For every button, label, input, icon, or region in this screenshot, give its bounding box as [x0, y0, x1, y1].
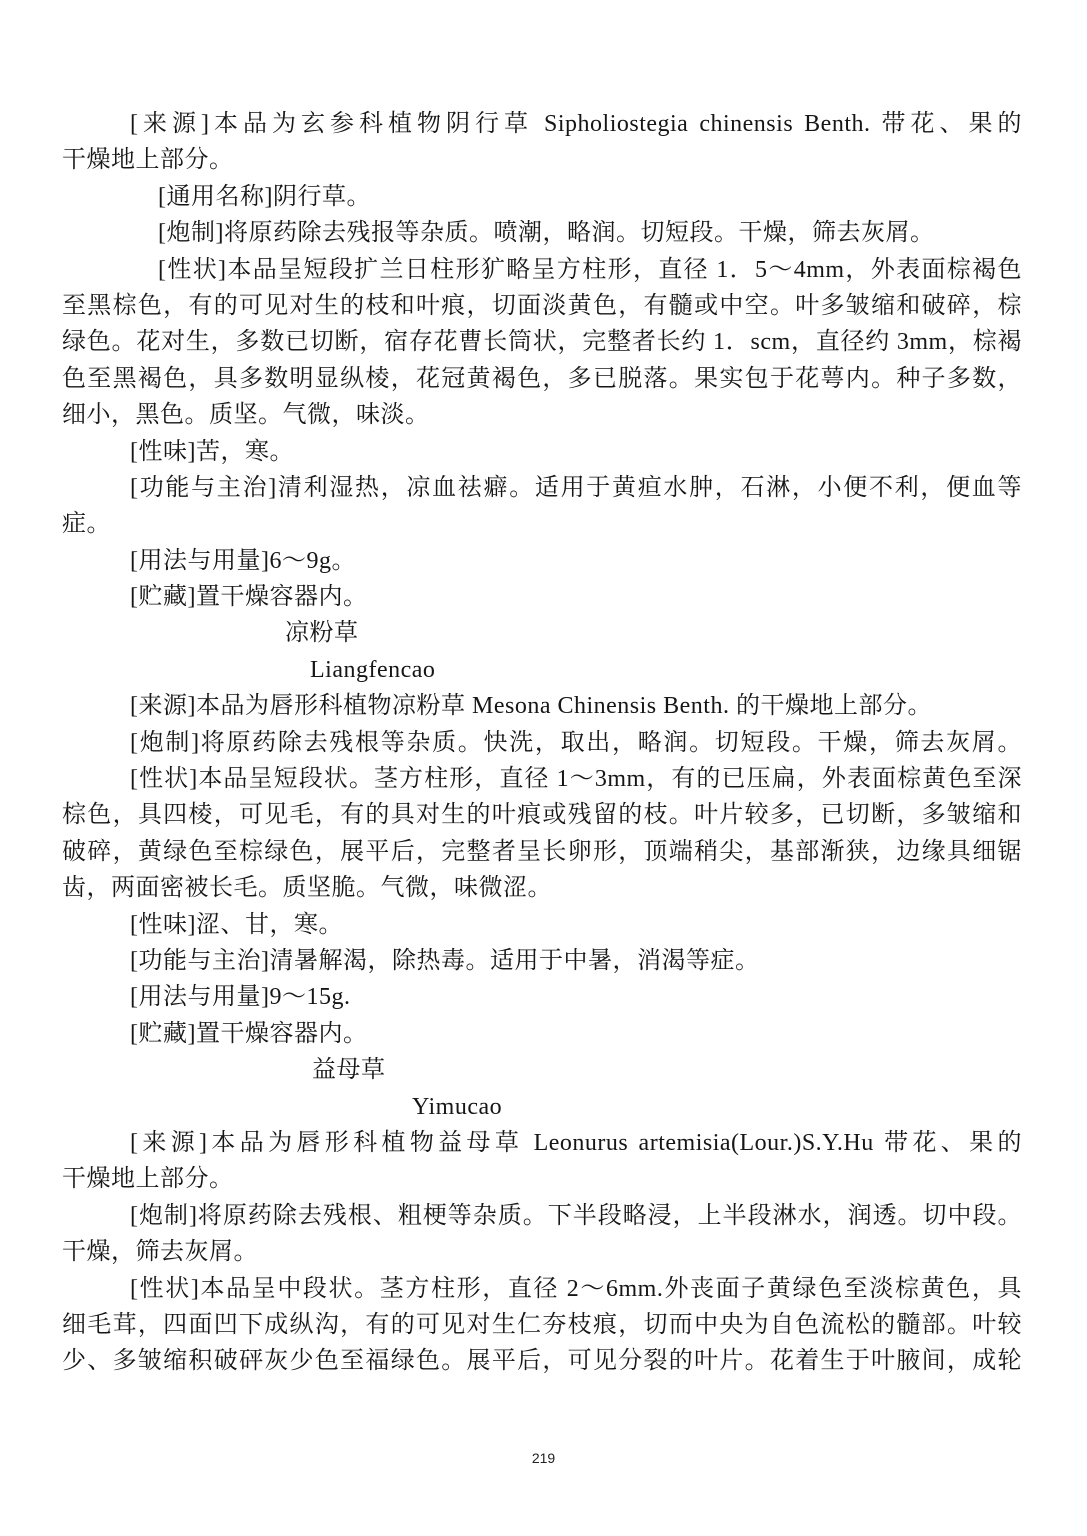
- description-line: 齿，两面密被长毛。质坚脆。气微，味微涩。: [62, 875, 552, 902]
- entry-title: 益母草: [312, 1057, 386, 1084]
- description-line: 至黑棕色，有的可见对生的枝和叶痕，切面淡黄色，有髓或中空。叶多皱缩和破碎，棕: [62, 292, 1022, 319]
- description-line: [性状]本品呈短段扩兰日柱形犷略呈方柱形，直径 1．5～4mm，外表面棕褐色: [158, 256, 1022, 283]
- storage-line: [贮藏]置干燥容器内。: [130, 584, 368, 611]
- description-line: 细小，黑色。质坚。气微，味淡。: [62, 402, 430, 429]
- description-line: [性状]本品呈中段状。茎方柱形，直径 2～6mm.外丧面子黄绿色至淡棕黄色，具: [130, 1275, 1022, 1302]
- processing-line: [炮制]将原药除去残根、粗梗等杂质。下半段略浸，上半段淋水，润透。切中段。: [130, 1202, 1022, 1229]
- description-line: 色至黑褐色，具多数明显纵棱，花冠黄褐色，多已脱落。果实包于花萼内。种子多数，: [62, 365, 1022, 392]
- function-indication-line-continued: 症。: [62, 511, 111, 538]
- function-indication-line: [功能与主治]清利湿热，凉血祛癖。适用于黄疸水肿，石淋，小便不利，便血等: [130, 474, 1022, 501]
- description-line: 细毛茸，四面凹下成纵沟，有的可见对生仁夯枝痕，切而中央为自色流松的髓部。叶较: [62, 1311, 1022, 1338]
- entry-pinyin: Liangfencao: [310, 656, 436, 683]
- source-line: [来源]本品为唇形科植物凉粉草 Mesona Chinensis Benth. 的干燥地上部分。: [130, 693, 932, 720]
- entry-title: 凉粉草: [285, 620, 359, 647]
- source-line-continued: 干燥地上部分。: [62, 147, 234, 174]
- description-line: 绿色。花对生，多数已切断，宿存花曹长筒状，完整者长约 1．scm，直径约 3mm，棕褐: [62, 329, 1022, 356]
- processing-line: [炮制]将原药除去残根等杂质。快洗，取出，略润。切短段。干燥，筛去灰屑。: [130, 729, 1022, 756]
- storage-line: [贮藏]置干燥容器内。: [130, 1020, 368, 1047]
- common-name-line: [通用名称]阴行草。: [158, 183, 371, 210]
- nature-flavor-line: [性味]涩、甘，寒。: [130, 911, 343, 938]
- entry-pinyin: Yimucao: [412, 1093, 503, 1120]
- description-line: 少、多皱缩积破砰灰少色至福绿色。展平后，可见分裂的叶片。花着生于叶腋间，成轮: [62, 1348, 1022, 1375]
- source-line: [来源]本品为玄参科植物阴行草 Sipholiostegia chinensis Benth. 带花、果的: [130, 111, 1022, 137]
- nature-flavor-line: [性味]苦，寒。: [130, 438, 294, 465]
- source-line-continued: 干燥地上部分。: [62, 1166, 234, 1193]
- page-number: 219: [531, 1450, 556, 1466]
- description-line: [性状]本品呈短段状。茎方柱形，直径 1～3mm，有的已压扁，外表面棕黄色至深: [130, 766, 1022, 793]
- processing-line: [炮制]将原药除去残报等杂质。喷潮，略润。切短段。干燥，筛去灰屑。: [158, 220, 935, 247]
- text-body: [0, 106, 1087, 1380]
- function-indication-line: [功能与主治]清暑解渴，除热毒。适用于中暑，消渴等症。: [130, 947, 760, 974]
- source-line: [来源]本品为唇形科植物益母草 Leonurus artemisia(Lour.)S.Y.Hu 带花、果的: [130, 1129, 1022, 1156]
- description-line: 棕色，具四棱，可见毛，有的具对生的叶痕或残留的枝。叶片较多，已切断，多皱缩和: [62, 802, 1022, 829]
- usage-dosage-line: [用法与用量]9～15g.: [130, 984, 351, 1011]
- processing-line-continued: 干燥，筛去灰屑。: [62, 1239, 258, 1266]
- usage-dosage-line: [用法与用量]6～9g。: [130, 547, 356, 574]
- description-line: 破碎，黄绿色至棕绿色，展平后，完整者呈长卵形，顶端稍尖，基部渐狭，边缘具细锯: [62, 838, 1022, 865]
